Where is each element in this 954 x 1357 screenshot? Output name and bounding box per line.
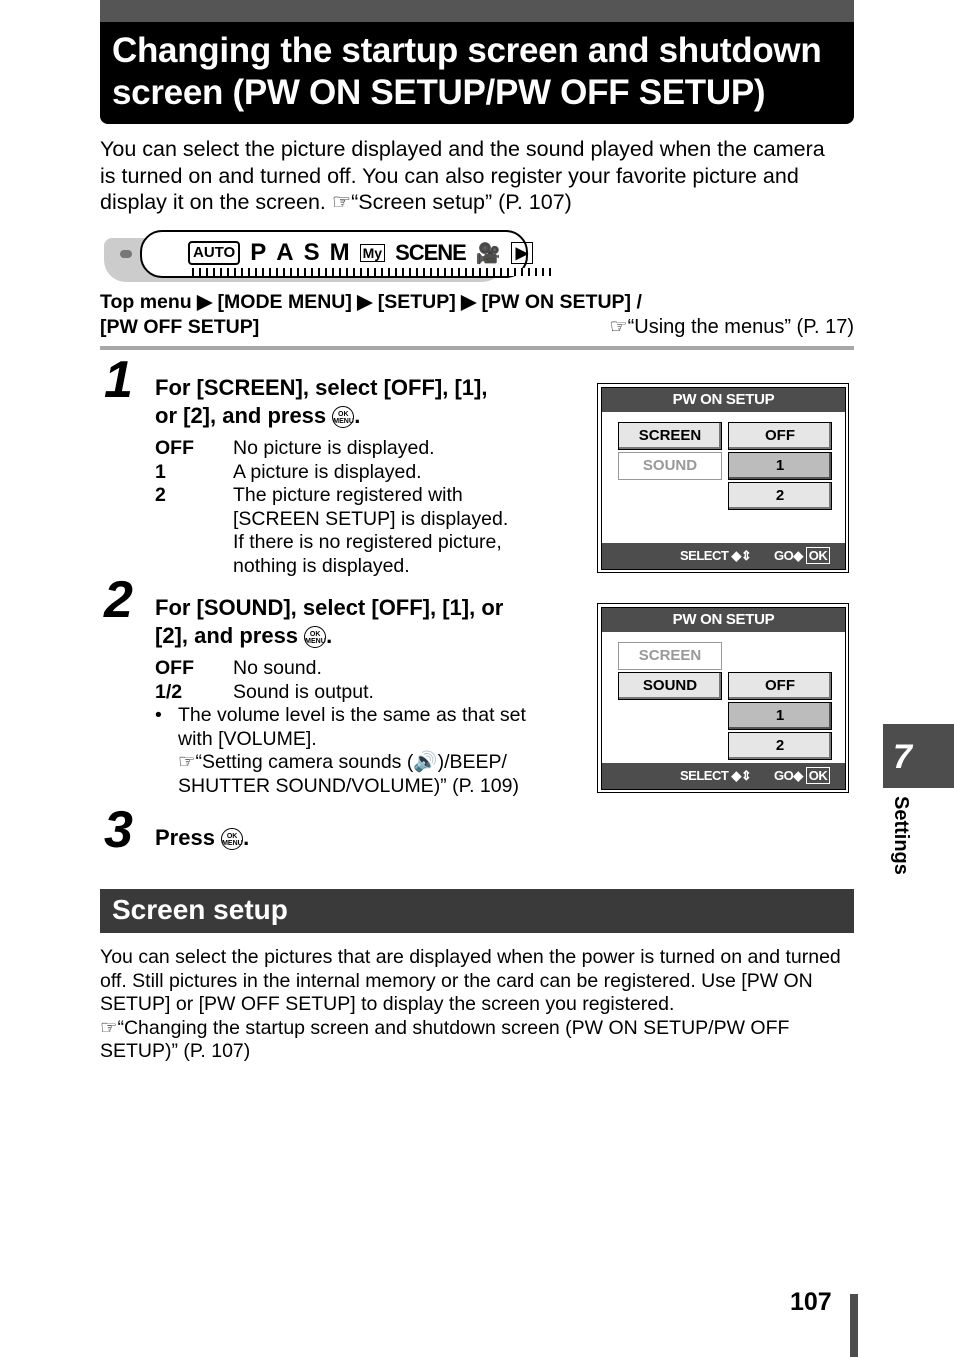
nav-line-1: Top menu ▶ [MODE MENU] ▶ [SETUP] ▶ [PW ON SETUP] / [100, 291, 642, 313]
page-edge-bar [850, 1294, 858, 1357]
bullet-note-cont: with [VOLUME]. [178, 727, 317, 750]
section-divider [100, 346, 854, 350]
camera-screen-2 [597, 603, 849, 793]
value-1[interactable]: 1 [728, 702, 832, 730]
step-3-heading: Press OK MENU. [155, 825, 250, 850]
ok-menu-button-icon: OK MENU [332, 406, 354, 428]
intro-reference: ☞“Screen setup” (P. 107) [331, 190, 572, 214]
mode-dial [140, 230, 528, 278]
go-hint: GO◆ OK [774, 763, 830, 789]
auto-mode-icon: AUTO [188, 241, 240, 265]
option-row: 1 A picture is displayed. [155, 460, 422, 483]
value-1[interactable]: 1 [728, 452, 832, 480]
step-1-heading-line-2: or [2], and press [155, 403, 327, 428]
value-off[interactable]: OFF [728, 422, 832, 450]
a-mode-icon: A [276, 239, 294, 266]
select-hint: SELECT ◆⇕ [680, 768, 752, 783]
mode-dial-ticks [192, 268, 552, 276]
step-2-heading: For [SOUND], select [OFF], [1], or [2], and press OK MENU. [155, 595, 504, 648]
option-row: nothing is displayed. [233, 554, 410, 577]
screen-option[interactable]: SCREEN [618, 422, 722, 450]
movie-mode-icon: 🎥 [475, 242, 501, 265]
option-row: OFF No picture is displayed. [155, 437, 435, 459]
chapter-tab [883, 724, 954, 788]
option-row: OFF No sound. [155, 657, 322, 679]
title-banner [100, 0, 854, 124]
sound-option[interactable]: SOUND [618, 672, 722, 700]
step-2-options [155, 657, 575, 797]
go-hint: GO◆ OK [774, 543, 830, 569]
camera-screen-frame [601, 387, 846, 570]
m-mode-icon: M [329, 239, 350, 266]
my-mode-icon: My [360, 244, 385, 262]
outro-paragraph [100, 946, 854, 1064]
value-2[interactable]: 2 [728, 732, 832, 760]
step-1-number: 1 [104, 351, 133, 409]
outro-reference: ☞“Changing the startup screen and shutdown screen (PW ON SETUP/PW OFF SETUP)” (P. 107) [100, 1016, 790, 1062]
mode-icons [188, 238, 533, 268]
nav-line-2: [PW OFF SETUP] [100, 316, 260, 338]
option-row: [SCREEN SETUP] is displayed. [233, 507, 509, 530]
option-row: 2 The picture registered with [155, 484, 463, 506]
screen-header: PW ON SETUP [602, 388, 845, 412]
outro-text: You can select the pictures that are displayed when the power is turned on and turned off. Still pictures in the internal memory or the card can be registered. Use [PW ON SETUP] or [PW OFF SETUP] to display the screen you registered. [100, 946, 841, 1015]
step-1-heading-line-1: For [SCREEN], select [OFF], [1], [155, 375, 488, 400]
playback-mode-icon: ▶ [511, 242, 533, 264]
camera-screen-1 [597, 383, 849, 573]
value-off[interactable]: OFF [728, 672, 832, 700]
step-3-heading-text: Press [155, 825, 215, 850]
chapter-label [878, 796, 918, 886]
step-2-heading-line-2: [2], and press [155, 623, 299, 648]
p-mode-icon: P [250, 239, 267, 266]
screen-footer [602, 543, 845, 569]
step-1-options [155, 437, 575, 579]
nav-reference: ☞“Using the menus” (P. 17) [609, 316, 854, 338]
subsection-title: Screen setup [112, 894, 288, 925]
step-2-heading-line-1: For [SOUND], select [OFF], [1], or [155, 595, 504, 620]
screen-option[interactable]: SCREEN [618, 642, 722, 670]
mode-dot-icon [120, 250, 132, 258]
option-row: 1/2 Sound is output. [155, 680, 374, 703]
step-1-heading: For [SCREEN], select [OFF], [1], or [2], and press OK MENU. [155, 375, 488, 428]
chapter-label-text: Settings [890, 796, 912, 875]
ok-menu-button-icon: OK MENU [304, 626, 326, 648]
select-hint: SELECT ◆⇕ [680, 548, 752, 563]
option-row: If there is no registered picture, [233, 531, 502, 553]
sound-option[interactable]: SOUND [618, 452, 722, 480]
step-3-number: 3 [104, 801, 133, 859]
screen-footer [602, 763, 845, 789]
screen-header: PW ON SETUP [602, 608, 845, 632]
s-mode-icon: S [303, 239, 320, 266]
menu-navigation [100, 290, 854, 340]
bullet-note: • The volume level is the same as that set [155, 704, 526, 726]
subsection-banner [100, 889, 854, 933]
shooting-mode-indicator [104, 230, 529, 282]
step-2-number: 2 [104, 571, 133, 629]
title-top-band [100, 0, 854, 22]
value-2[interactable]: 2 [728, 482, 832, 510]
ok-menu-button-icon: OK MENU [221, 828, 243, 850]
page-number: 107 [790, 1288, 832, 1316]
chapter-number: 7 [893, 738, 912, 776]
intro-paragraph [100, 136, 840, 216]
intro-text: You can select the picture displayed and the sound played when the camera is turned on and turned off. You can also register your favorite picture and display it on the screen. [100, 137, 825, 214]
camera-screen-frame [601, 607, 846, 790]
scene-mode-icon: SCENE [395, 240, 466, 265]
sound-reference-cont: SHUTTER SOUND/VOLUME)” (P. 109) [178, 774, 519, 797]
sound-reference: ☞“Setting camera sounds (🔊)/BEEP/ [178, 751, 507, 773]
page-title: Changing the startup screen and shutdown screen (PW ON SETUP/PW OFF SETUP) [112, 31, 822, 112]
